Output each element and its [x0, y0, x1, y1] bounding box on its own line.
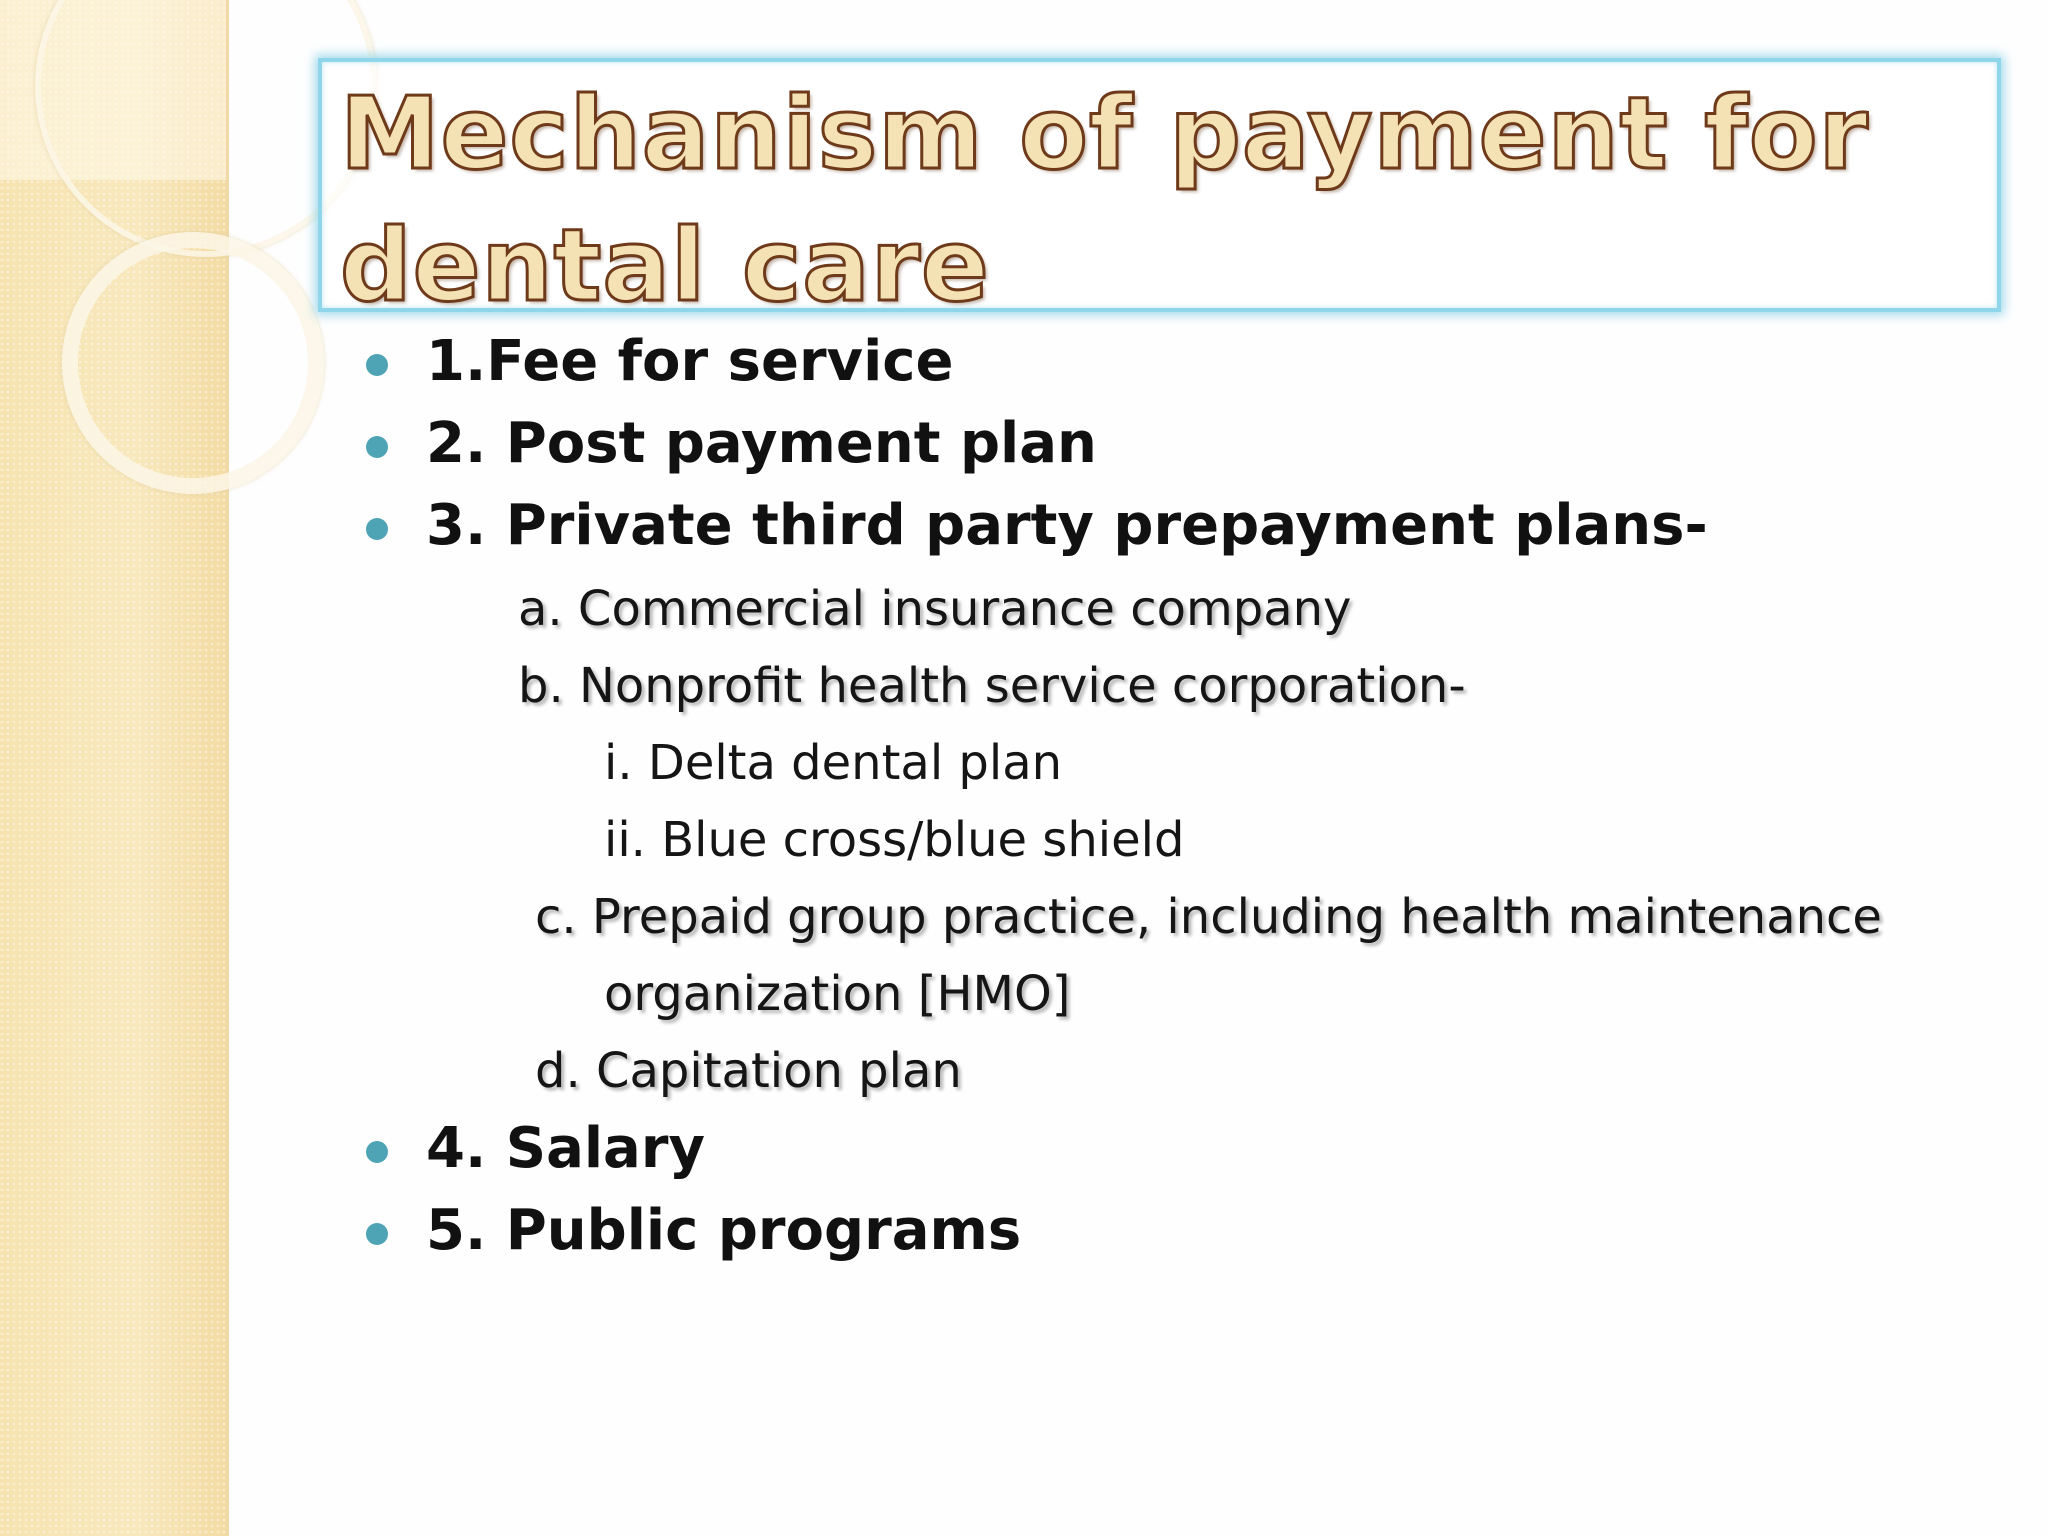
bullet-fee-for-service: 1.Fee for service: [426, 329, 954, 394]
bullet-dot-icon: [366, 1141, 388, 1163]
sub-sub-item-blue-cross: ii. Blue cross/blue shield: [604, 812, 1185, 868]
bullet-salary: 4. Salary: [426, 1116, 705, 1181]
sub-sub-item-delta-dental: i. Delta dental plan: [604, 735, 1063, 791]
sub-item-commercial-insurance: a. Commercial insurance company: [518, 581, 1352, 637]
sub-item-nonprofit-corporation: b. Nonprofit health service corporation-: [518, 658, 1466, 714]
bullet-public-programs: 5. Public programs: [426, 1198, 1022, 1263]
sub-item-prepaid-group-practice-cont: organization [HMO]: [604, 966, 1071, 1022]
bullet-post-payment-plan: 2. Post payment plan: [426, 411, 1097, 476]
bullet-private-third-party: 3. Private third party prepayment plans-: [426, 493, 1708, 558]
bullet-dot-icon: [366, 354, 388, 376]
slide-title: Mechanism of payment for dental care: [340, 75, 1869, 324]
sub-item-capitation-plan: d. Capitation plan: [535, 1043, 962, 1099]
sub-item-prepaid-group-practice: c. Prepaid group practice, including health maintenance: [535, 889, 1882, 945]
bullet-dot-icon: [366, 1223, 388, 1245]
bullet-dot-icon: [366, 518, 388, 540]
bullet-dot-icon: [366, 436, 388, 458]
